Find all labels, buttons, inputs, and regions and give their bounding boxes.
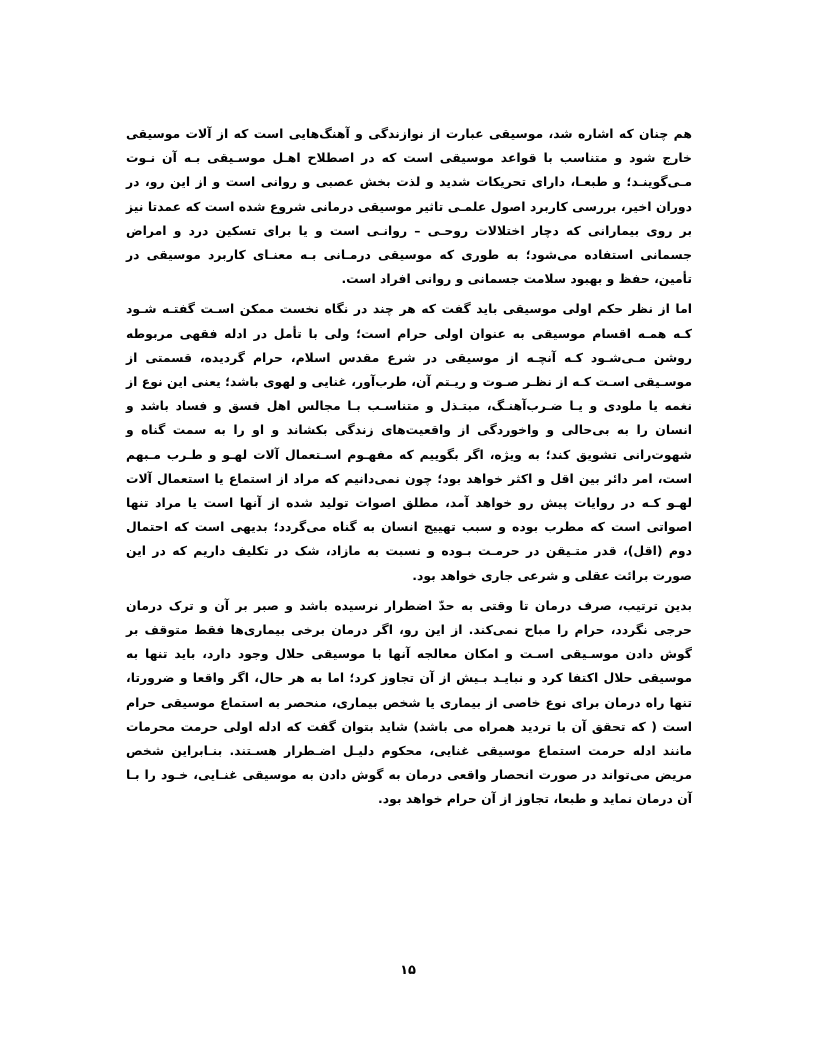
body-text [126,122,692,818]
paragraph-3: بدین ترتیب، صرف درمان تا وقتی به حدّ اضطرار نرسیده باشد و صبر بر آن و ترک درمان حرجی نگردد، حرام را مباح نمی‌کند. از این رو، اگر درمان برخی بیماری‌ها فقط متوقف بر گوش دادن موسـیقی اسـت و امکان معالجه آنها با موسیقی حلال وجود دارد، باید تنها به موسیقی حلال اکتفا کرد و نبایـد بـیش از آن تجاوز کرد؛ اما به هر حال، اگر واقعا و ضرورتا، تنها راه درمان برای نوع خاصی از بیماری یا شخص بیماری، منحصر به استماع موسیقی حرام است ( که تحقق آن با تردید همراه می باشد) شاید بتوان گفت که ادله اولی حرمت محرمات مانند ادله حرمت استماع موسیقی غنایی، محکوم دلیـل اضـطرار هسـتند. بنـابراین شخص مریض می‌تواند در صورت انحصار واقعی درمان به گوش دادن به موسیقی غنـایی، خـود را بـا آن درمان نماید و طبعا، تجاوز از آن حرام خواهد بود. [126,597,692,807]
paragraph-2: اما از نظر حکم اولی موسیقی باید گفت که هر چند در نگاه نخست ممکن اسـت گفتـه شـود کـه همـه اقسام موسیقی به عنوان اولی حرام است؛ ولی با تأمل در ادله فقهی مربوطه روشن مـی‌شـود کـه آنچـه از موسیقی در شرع مقدس اسلام، حرام گردیده، قسمتی از موسـیقی اسـت کـه از نظـر صـوت و ریـتم آن، طرب‌آور، غنایی و لهوی باشد؛ یعنی این نوع از نغمه یا ملودی و یـا ضـرب‌آهنـگ، مبتـذل و متناسـب بـا مجالس اهل فسق و فساد باشد و انسان را به بی‌حالی و واخوردگی از واقعیت‌های زندگی بکشاند و او را به سمت گناه و شهوت‌رانی تشویق کند؛ به ویژه، اگر بگوییم که مفهـوم اسـتعمال آلات لهـو و طـرب مـبهم است، امر دائر بین اقل و اکثر خواهد بود؛ چون نمی‌دانیم که مراد از استماع یا استعمال آلات لهـو کـه در روایات پیش رو خواهد آمد، مطلق اصوات تولید شده از آنها است یا مراد تنها اصواتی است که مطرب بوده و سبب تهییج انسان به گناه می‌گردد؛ بدیهی است که احتمال دوم (اقل)، قدر متـیقن در حرمـت بـوده و نسبت به مازاد، شک در تکلیف داریم که در این صورت برائت عقلی و شرعی جاری خواهد بود. [126,301,692,583]
page-number: ۱۵ [400,963,416,978]
paragraph-1: هم چنان که اشاره شد، موسیقی عبارت از نوازندگی و آهنگ‌هایی است که از آلات موسیقی خارج شود و متناسب با قواعد موسیقی است که در اصطلاح اهـل موسـیقی بـه آن نـوت مـی‌گوینـد؛ و طبعـا، دارای تحریکات شدید و لذت بخش عصبی و روانی است و از این رو، در دوران اخیر، بررسی کاربرد اصول علمـی تاثیر موسیقی درمانی شروع شده است که عمدتا نیز بر روی بیمارانی که دچار اختلالات روحـی – روانـی است و یا برای تسکین درد و امراض جسمانی استفاده می‌شود؛ به طوری که موسیقی درمـانی بـه معنـای کاربرد موسیقی در تأمین، حفظ و بهبود سلامت جسمانی و روانی افراد است. [126,126,692,287]
